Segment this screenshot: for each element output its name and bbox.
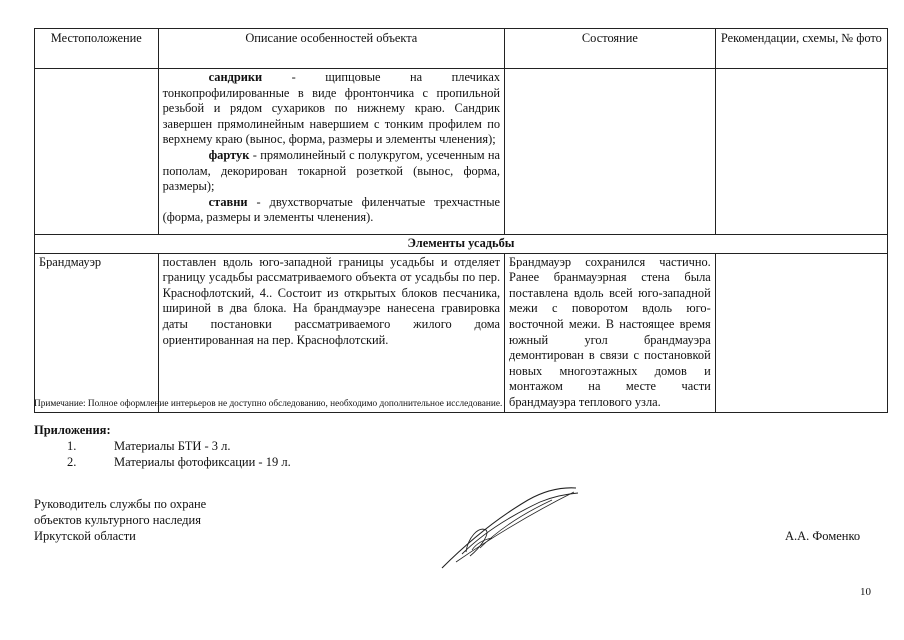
desc-item-stavni [163, 195, 500, 226]
table-row [35, 253, 888, 412]
appendix-title: Приложения: [34, 423, 111, 437]
cell-location: Брандмауэр [35, 253, 159, 412]
header-state: Состояние [505, 29, 716, 69]
appendix-item-number: 2. [67, 455, 77, 469]
term-stavni: ставни [208, 194, 248, 209]
text-stavni: - двухстворчатые филенчатые трехчастные (форма, размеры и элементы членения). [162, 194, 501, 225]
header-recommendations: Рекомендации, схемы, № фото [715, 29, 887, 69]
text-sandriki: - щипцовые на плечиках тонкопрофилированные в виде фронтончика с пропильной резьбой и рядом сухариков по нижнему краю. Сандрик завершен прямолинейным навершием с тонким профилем по верхнему краю (вынос, форма, размеры и элементы членения); [162, 70, 501, 147]
appendix-item-text: Материалы БТИ - 3 л. [114, 439, 231, 453]
desc-item-sandriki [163, 70, 500, 148]
signatory-line: Руководитель службы по охране [34, 497, 207, 511]
text-fartuk: - прямолинейный с полукругом, усеченным на пополам, декорирован токарной розеткой (вынос, форма, размеры); [162, 147, 501, 194]
header-description: Описание особенностей объекта [158, 29, 504, 69]
section-row [35, 235, 888, 254]
cell-recommendations [715, 253, 887, 412]
appendix-item-number: 1. [67, 439, 77, 453]
appendix-item-text: Материалы фотофиксации - 19 л. [114, 455, 291, 469]
header-location: Местоположение [35, 29, 159, 69]
cell-location [35, 69, 159, 235]
cell-state: Брандмауэр сохранился частично. Ранее бранмауэрная стена была поставлена вдоль всей юго-западной межи с поворотом вдоль юго-восточной межи. В настоящее время южный угол брандмауэра демонтирован в связи с постановкой новых многоэтажных домов и монтажом на месте части брандмауэра теплового узла. [505, 253, 716, 412]
table-row [35, 69, 888, 235]
cell-description [158, 69, 504, 235]
signer-name: А.А. Фоменко [785, 529, 861, 543]
note-text: Примечание: Полное оформление интерьеров не доступно обследованию, необходимо дополнительное исследование. [34, 399, 503, 409]
table-header-row [35, 29, 888, 69]
handwritten-signature [436, 484, 586, 574]
cell-recommendations [715, 69, 887, 235]
term-sandriki: сандрики [208, 70, 263, 84]
signatory-line: Иркутской области [34, 529, 136, 543]
survey-table [34, 28, 888, 413]
cell-description: поставлен вдоль юго-западной границы усадьбы и отделяет границу усадьбы рассматриваемого объекта от усадьбы по пер. Краснофлотский, 4.. Состоит из открытых блоков песчаника, шириной в два блока. На брандмауэре нанесена гравировка даты постановки рассматриваемого жилого дома ориентированная на пер. Краснофлотский. [158, 253, 504, 412]
cell-state [505, 69, 716, 235]
section-title: Элементы усадьбы [35, 235, 888, 254]
signatory-title [34, 496, 206, 544]
term-fartuk: фартук [208, 147, 250, 162]
page-number: 10 [860, 586, 871, 598]
signatory-line: объектов культурного наследия [34, 513, 201, 527]
desc-item-fartuk [163, 148, 500, 195]
